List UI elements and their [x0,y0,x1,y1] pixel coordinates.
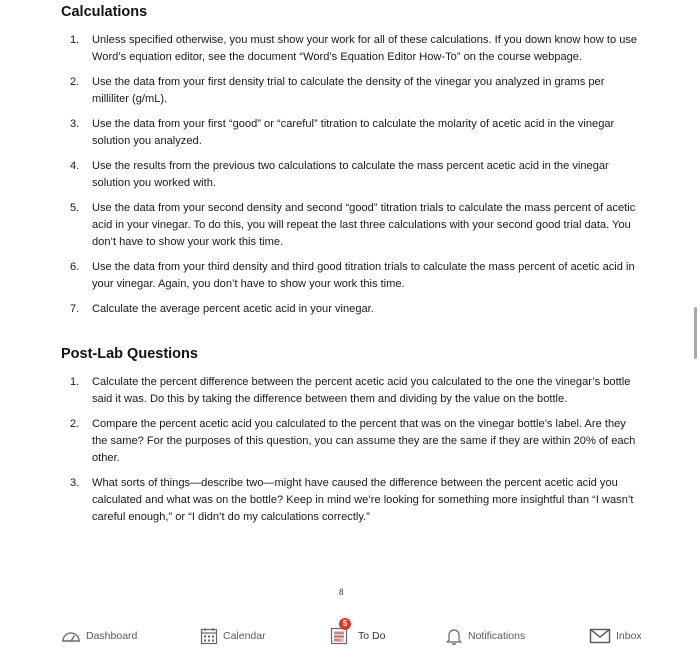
post-lab-heading: Post-Lab Questions [61,346,198,362]
nav-dashboard-label: Dashboard [86,630,138,642]
list-item [70,158,638,192]
item-text: Compare the percent acetic acid you calculated to the percent that was on the vinegar bottle’s label. Are they the same? For the purposes of this question, you can assume they are the same if they are within 20% of each other. [92,418,636,464]
nav-todo-label: To Do [358,630,386,642]
list-item [70,32,638,66]
item-text: Unless specified otherwise, you must show your work for all of these calculations. If you down know how to use Word’s equation editor, see the document “Word’s Equation Editor How-To” on the course webpage. [92,34,638,63]
calculations-list [70,32,638,326]
list-item [70,200,638,251]
post-lab-list [70,374,638,534]
calendar-icon [200,627,218,645]
item-text: Use the data from your third density and third good titration trials to calculate the mass percent of acetic acid in your vinegar. Again, you don’t have to show your work this time. [92,261,635,290]
item-number: 4. [70,160,80,172]
dashboard-icon [61,628,81,644]
todo-count-badge: 5 [339,618,351,630]
item-text: Use the data from your first density trial to calculate the density of the vinegar you analyzed in grams per milliliter (g/mL). [92,76,605,105]
item-text: What sorts of things—describe two—might have caused the difference between the percent acetic acid you calculated and what was on the bottle? Keep in mind we’re looking for something more insightful than “I wasn’t careful enough,” or “I didn’t do my calculations correctly.” [92,477,634,523]
page-number: 8 [339,587,344,597]
list-item [70,116,638,150]
nav-inbox[interactable] [589,626,642,646]
todo-icon-wrapper [330,619,353,645]
item-text: Calculate the average percent acetic acid in your vinegar. [92,303,374,315]
nav-notifications[interactable] [445,626,525,646]
nav-calendar-label: Calendar [223,630,266,642]
nav-todo[interactable] [330,619,386,646]
item-number: 1. [70,376,80,388]
list-item [70,374,638,408]
nav-dashboard[interactable] [61,626,137,646]
item-number: 7. [70,303,80,315]
item-number: 3. [70,477,80,489]
list-item [70,475,638,526]
item-text: Use the results from the previous two calculations to calculate the mass percent acetic acid in the vinegar solution you worked with. [92,160,609,189]
item-number: 5. [70,202,80,214]
envelope-icon [589,628,611,644]
item-text: Use the data from your second density and second “good” titration trials to calculate the mass percent of acetic acid in your vinegar. To do this, you will repeat the last three calculations with your second good trial data. You don’t have to show your work this time. [92,202,636,248]
item-number: 2. [70,76,80,88]
nav-calendar[interactable] [200,626,266,646]
bell-icon [445,627,463,645]
item-number: 3. [70,118,80,130]
bottom-navigation [0,612,700,656]
item-text: Use the data from your first “good” or “careful” titration to calculate the molarity of acetic acid in the vinegar solution you analyzed. [92,118,615,147]
nav-inbox-label: Inbox [616,630,642,642]
item-number: 2. [70,418,80,430]
item-number: 1. [70,34,80,46]
list-item [70,301,638,318]
item-number: 6. [70,261,80,273]
list-item [70,74,638,108]
list-item [70,259,638,293]
scrollbar[interactable] [694,307,697,359]
item-text: Calculate the percent difference between the percent acetic acid you calculated to the one the vinegar’s bottle said it was. Do this by taking the difference between them and dividing by the value on the bottle. [92,376,631,405]
list-item [70,416,638,467]
nav-notifications-label: Notifications [468,630,526,642]
calculations-heading: Calculations [61,4,148,20]
